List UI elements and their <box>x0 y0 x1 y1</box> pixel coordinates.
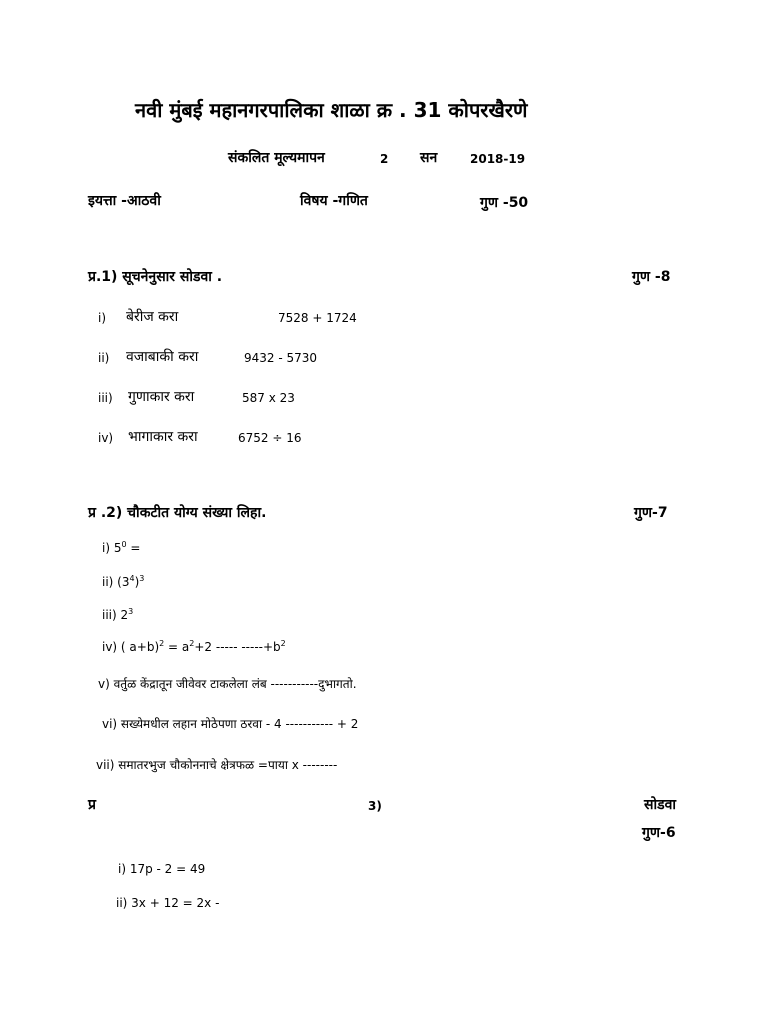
q1-item-label: बेरीज करा <box>126 309 179 325</box>
q2-heading: प्र .2) चौकटीत योग्य संख्या लिहा. <box>88 505 267 521</box>
q1-item-expr: 9432 - 5730 <box>244 351 318 365</box>
q3-solve: सोडवा <box>644 797 676 813</box>
q3-pra: प्र <box>88 797 96 813</box>
q1-item-num: iii) <box>98 391 113 405</box>
q1-heading: प्र.1) सूचनेनुसार सोडवा . <box>88 269 223 285</box>
q1-item-expr: 6752 ÷ 16 <box>238 431 302 445</box>
exam-name: संकलित मूल्यमापन <box>228 150 325 166</box>
q1-item-label: गुणाकार करा <box>128 389 195 405</box>
academic-year: 2018-19 <box>470 152 526 166</box>
q3-marks: गुण-6 <box>642 825 676 841</box>
total-marks: गुण -50 <box>480 195 529 211</box>
q2-item-vi: vi) सख्येमधील लहान मोठेपणा ठरवा - 4 ----------- + 2 <box>102 717 359 731</box>
q1-item-num: iv) <box>98 431 114 445</box>
q1-item-num: ii) <box>98 351 110 365</box>
q1-item-label: भागाकार करा <box>128 429 198 445</box>
class-label: इयत्ता -आठवी <box>88 193 161 209</box>
q2-item-i: i) $5^0$ = <box>102 540 141 555</box>
school-title: नवी मुंबई महानगरपालिका शाळा क्र . 31 कोपरखैरणे <box>135 98 528 122</box>
q2-item-ii: ii) $(3^4)^3$ <box>102 574 145 589</box>
q2-item-iv: iv) ( $a+b)^2 = a^2+2$ ----- $-----+b^2$ <box>102 639 286 654</box>
q3-item: ii) 3x + 12 = 2x - <box>116 896 220 910</box>
q1-marks: गुण -8 <box>632 269 671 285</box>
q2-marks: गुण-7 <box>634 505 668 521</box>
q1-item-expr: 587 x 23 <box>242 391 295 405</box>
q2-item-vii: vii) समातरभुज चौकोननाचे क्षेत्रफळ =पाया x -------- <box>96 758 338 772</box>
q3-item: i) 17p - 2 = 49 <box>118 862 206 876</box>
exam-number: 2 <box>380 152 389 166</box>
q3-number: 3) <box>368 799 382 813</box>
q2-item-iii: iii) $2^3$ <box>102 607 134 622</box>
subject-label: विषय -गणित <box>300 193 368 209</box>
q1-item-expr: 7528 + 1724 <box>278 311 357 325</box>
q1-item-label: वजाबाकी करा <box>126 349 199 365</box>
q1-item-num: i) <box>98 311 107 325</box>
year-label: सन <box>420 150 438 166</box>
q2-item-v: v) वर्तुळ केंद्रातून जीवेवर टाकलेला लंब -----------दुभागतो. <box>98 677 357 691</box>
